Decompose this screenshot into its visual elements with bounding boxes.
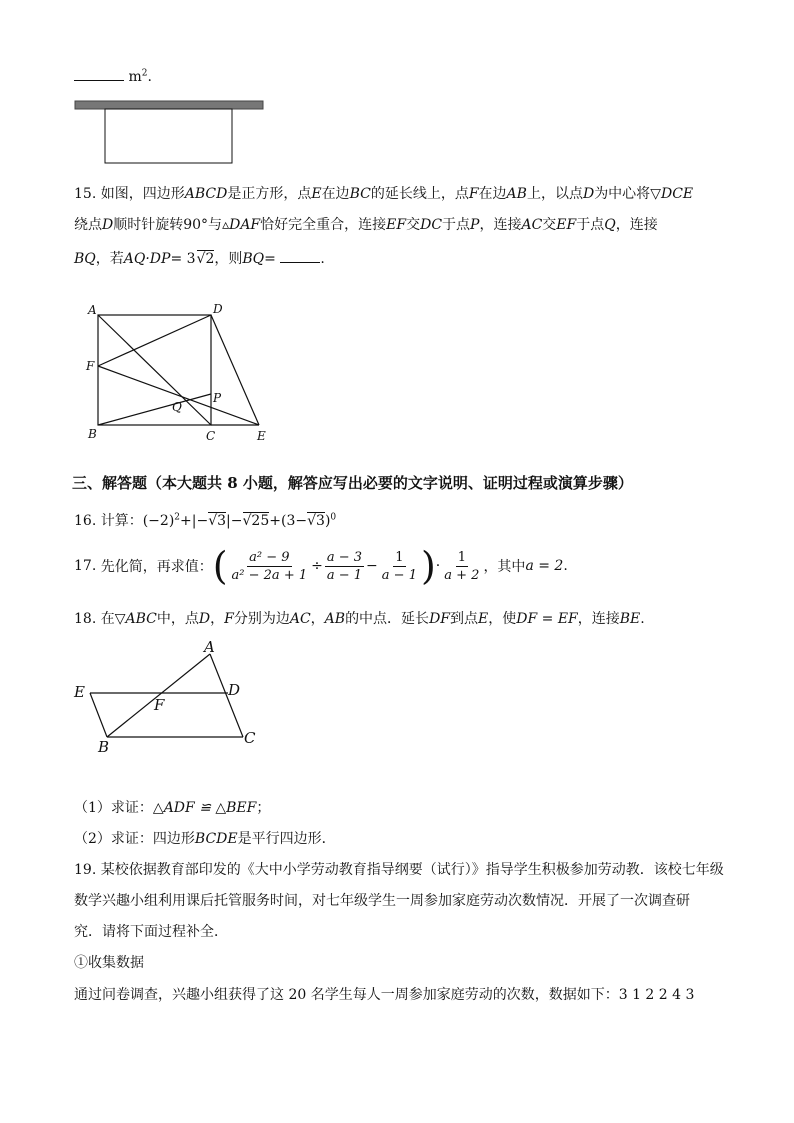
label-b: B [98, 738, 110, 756]
q18-part2 [74, 828, 336, 848]
text: 中，点 [156, 611, 199, 627]
triangle-symbol: ▵ [222, 217, 230, 233]
q19-line3: 究．请将下面过程补全． [74, 924, 228, 940]
numerator: a² − 9 [249, 549, 290, 565]
text: 于点 [442, 217, 471, 233]
text: ，连接 [577, 611, 620, 627]
question-number: 18. [74, 611, 97, 627]
text: ，使 [488, 611, 517, 627]
label-f: F [86, 359, 95, 373]
expr: (−2) [142, 513, 175, 529]
answer-blank [74, 68, 124, 81]
text: 交 [406, 217, 421, 233]
question-number: 16. [74, 513, 97, 529]
text: 的延长线上，点 [370, 186, 469, 202]
var: D [198, 611, 211, 627]
unit: m [128, 69, 142, 85]
text: 是平行四边形． [237, 831, 336, 847]
text: = [264, 251, 276, 267]
q15-line3 [74, 248, 325, 268]
label-e: E [74, 683, 85, 701]
expression: DF = EF [516, 611, 578, 627]
sqrt: √2 [196, 251, 215, 267]
text: 计算： [100, 513, 143, 529]
roof-bar [75, 101, 263, 109]
text: 到点 [450, 611, 479, 627]
question-number: 15. [74, 186, 97, 202]
var: AC [289, 611, 311, 627]
denominator: a − 1 [326, 567, 363, 583]
text: 某校依据教育部印发的《大中小学劳动教育指导纲要（试行）》指导学生积极参加劳动教．该校七年级 [100, 862, 724, 878]
text: ，连接 [479, 217, 522, 233]
text: 于点 [576, 217, 605, 233]
operator: · [435, 558, 441, 574]
q15-line1 [74, 183, 693, 203]
var: EF [386, 217, 407, 233]
period: . [147, 69, 152, 85]
power: 2 [174, 512, 181, 523]
sqrt: √3 [307, 513, 325, 529]
numerator: 1 [457, 549, 466, 565]
var: DC [420, 217, 443, 233]
sqrt: √25 [242, 513, 270, 529]
unit-power: 2 [141, 68, 148, 79]
denominator: a + 2 [444, 567, 480, 583]
var: DAF [229, 217, 261, 233]
label-d: D [228, 681, 241, 699]
text: ，则 [214, 251, 243, 267]
label-c: C [206, 429, 216, 443]
operator: − [366, 558, 378, 574]
var: E [311, 186, 322, 202]
text: ， [210, 611, 225, 627]
triangle-symbol: ▽ [114, 611, 126, 627]
denominator: a − 1 [381, 567, 417, 583]
sqrt-value: 2 [205, 251, 215, 267]
period: . [640, 611, 645, 627]
q14-figure [74, 100, 266, 166]
label-f: F [154, 696, 165, 714]
label-b: B [88, 427, 97, 441]
text: 是正方形，点 [227, 186, 312, 202]
text: （1）求证： [74, 800, 153, 816]
var: DCE [660, 186, 694, 202]
var: F [468, 186, 479, 202]
q18-figure [70, 636, 270, 756]
text: 如图，四边形 [100, 186, 185, 202]
numerator: a − 3 [326, 549, 363, 565]
q19-step1: ①收集数据 [74, 955, 144, 971]
text: ，其中 [483, 559, 526, 575]
q15-figure [82, 300, 282, 448]
q16 [74, 510, 336, 530]
var: F [224, 611, 234, 627]
numerator: 1 [395, 549, 404, 565]
text: 上，以点 [526, 186, 583, 202]
label-a: A [204, 638, 215, 656]
power: 0 [330, 512, 337, 523]
expr: |− [226, 513, 243, 529]
right-paren: ) [420, 544, 436, 588]
expression: BCDE [194, 831, 238, 847]
operator: ÷ [311, 558, 323, 574]
var: DF [429, 611, 451, 627]
sqrt-value: 25 [251, 513, 270, 529]
text: ，连接 [615, 217, 658, 233]
expr: +(3− [269, 513, 308, 529]
var: BQ [242, 251, 265, 267]
text: （2）求证：四边形 [74, 831, 195, 847]
var: EF [556, 217, 577, 233]
var: BQ [74, 251, 96, 267]
text: 在边 [321, 186, 350, 202]
segment-fe [98, 366, 259, 425]
text: 在边 [478, 186, 507, 202]
text: 绕点 [74, 217, 102, 233]
question-number: 19. [74, 862, 97, 878]
fraction-1 [230, 549, 310, 584]
var: AB [324, 611, 346, 627]
text: 的中点．延长 [345, 611, 430, 627]
left-paren: ( [212, 544, 228, 588]
q15-line2 [74, 214, 658, 234]
label-a: A [88, 303, 97, 317]
q18-part1 [74, 797, 270, 817]
text: 为中心将 [594, 186, 651, 202]
sqrt: √3 [208, 513, 227, 529]
label-q: Q [172, 400, 182, 414]
text: = 3 [170, 251, 196, 267]
fraction-4 [442, 549, 481, 584]
var: BE [619, 611, 641, 627]
expr: ) [324, 513, 331, 529]
period: . [563, 558, 568, 574]
sqrt-value: 3 [217, 513, 227, 529]
expression: △ADF ≌ △BEF [152, 800, 257, 816]
period: . [320, 251, 325, 267]
var: E [478, 611, 489, 627]
fraction-3 [380, 549, 419, 584]
denominator: a² − 2a + 1 [231, 567, 308, 583]
var: BC [349, 186, 371, 202]
var: P [470, 217, 480, 233]
fraction-2 [325, 549, 364, 584]
expression: AQ·DP [123, 251, 171, 267]
text: 交 [542, 217, 557, 233]
q19-line2: 数学兴趣小组利用课后托管服务时间，对七年级学生一周参加家庭劳动次数情况．开展了一次调查研 [74, 893, 690, 909]
answer-blank [280, 250, 320, 263]
segment-bq [98, 394, 211, 425]
question-number: 17. [74, 558, 97, 574]
q19-line4: 通过问卷调查，兴趣小组获得了这 20 名学生每人一周参加家庭劳动的次数，数据如下：3 1 2 2 4 3 [74, 987, 695, 1003]
text: ，若 [95, 251, 124, 267]
section-heading: 三、解答题（本大题共 8 小题，解答应写出必要的文字说明、证明过程或演算步骤） [72, 474, 633, 492]
expr: +|− [180, 513, 209, 529]
rectangle-body [105, 109, 232, 163]
var: D [582, 186, 595, 202]
var: ABC [125, 611, 157, 627]
var: AC [521, 217, 543, 233]
var: ABCD [184, 186, 228, 202]
triangle-symbol: ▽ [650, 186, 661, 202]
label-p: P [213, 391, 222, 405]
var: D [102, 217, 114, 233]
q17 [74, 544, 568, 588]
text: ， [310, 611, 325, 627]
q14-answer-line [74, 68, 152, 85]
q18 [74, 608, 645, 628]
segment-eb [90, 693, 107, 737]
q19-line1 [74, 859, 724, 879]
segment-ac [98, 315, 211, 425]
text: ； [256, 800, 271, 816]
label-c: C [244, 729, 256, 747]
segment-de [211, 315, 259, 425]
sqrt-value: 3 [316, 513, 325, 529]
label-d: D [213, 302, 223, 316]
text: 在 [100, 611, 115, 627]
condition: a = 2 [525, 558, 564, 574]
text: 恰好完全重合，连接 [260, 217, 387, 233]
text: 分别为边 [233, 611, 290, 627]
var: AB [506, 186, 527, 202]
text: 先化简，再求值： [100, 559, 213, 575]
var: Q [604, 217, 616, 233]
label-e: E [257, 429, 266, 443]
segment-fd [98, 315, 211, 366]
text: 顺时针旋转90°与 [113, 217, 223, 233]
